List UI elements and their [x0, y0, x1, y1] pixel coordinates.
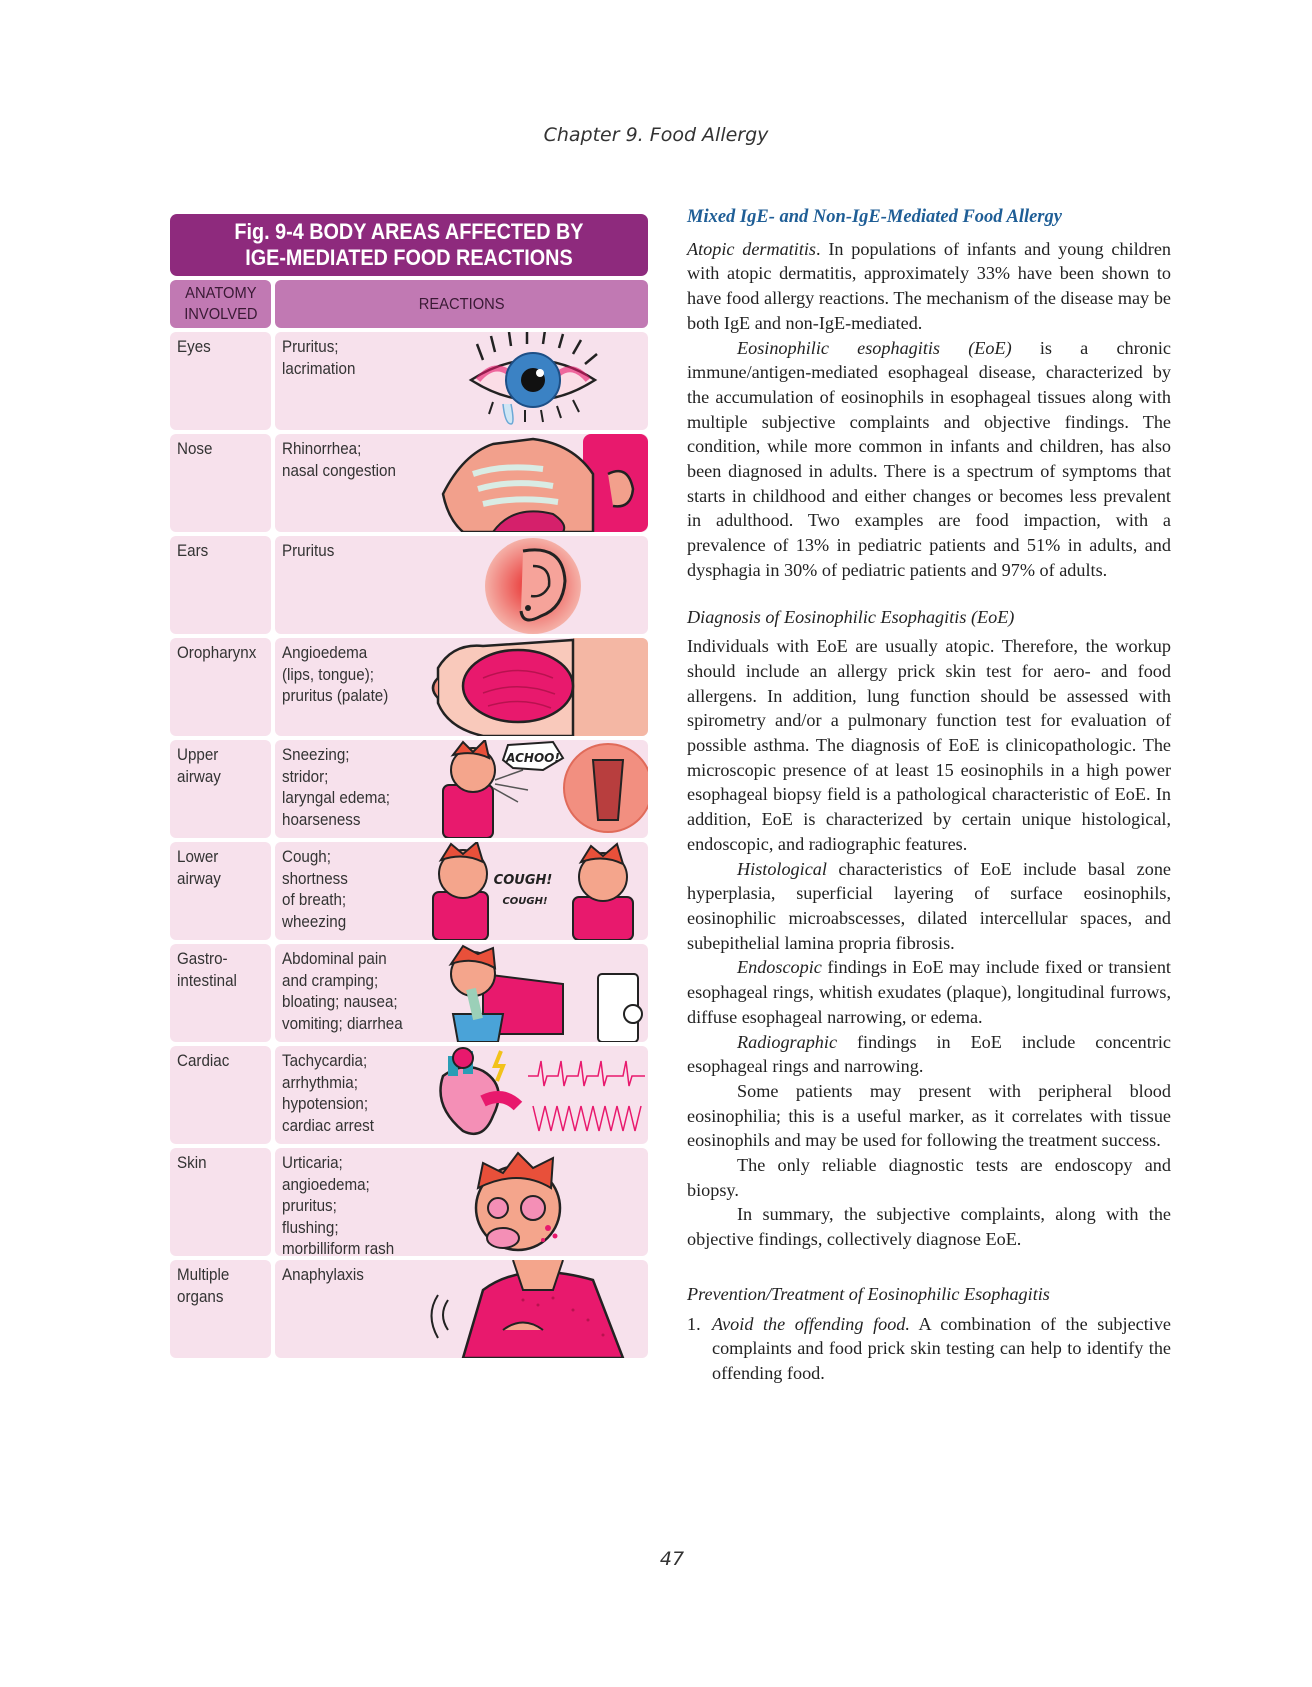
figure-title: [170, 214, 648, 276]
reactions-text: Urticaria; angioedema; pruritus; flushing; morbilliform rash: [282, 1154, 395, 1256]
anatomy-label: Oropharynx: [177, 644, 257, 662]
reactions-cell: [275, 1148, 648, 1256]
reactions-cell: [275, 842, 648, 940]
column-header-reactions: [275, 280, 648, 328]
paragraph-text: . In populations of infants and young children with atopic dermatitis, approximately 33% have been shown to have food allergy reactions. The mechanism of the disease may be both IgE and non-IgE-mediated.: [687, 238, 1171, 333]
page-number: 47: [659, 1548, 685, 1570]
anatomy-label: Gastro- intestinal: [177, 950, 237, 990]
anatomy-cell: [170, 1148, 271, 1256]
reactions-text: Pruritus; lacrimation: [282, 338, 356, 378]
paragraph-eosinophilia: Some patients may present with peripheral blood eosinophilia; this is a useful marker, as it correlates with tissue eosinophils and may be used for following the treatment success.: [687, 1080, 1171, 1151]
anatomy-label: Eyes: [177, 338, 211, 356]
reactions-cell: [275, 1046, 648, 1144]
anatomy-label: Lower airway: [177, 848, 221, 888]
anatomy-cell: [170, 740, 271, 838]
paragraph-radiographic: [687, 1030, 1171, 1079]
paragraph-text: characteristics of EoE include basal zone hyperplasia, superficial layering of surface eosinophils, eosinophilic microabscesses, dilated intercellular spaces, and subepithelial lamina propria fibrosis.: [687, 858, 1171, 953]
reactions-cell: [275, 740, 648, 838]
list-body: [712, 1312, 1171, 1386]
prevention-heading: Prevention/Treatment of Eosinophilic Esophagitis: [687, 1283, 1050, 1304]
column-header-anatomy-label: ANATOMY INVOLVED: [183, 285, 258, 323]
anatomy-label: Ears: [177, 542, 209, 560]
paragraph-diagnosis: Individuals with EoE are usually atopic. Therefore, the workup should include an allergy prick skin test for aero- and food allergens. In addition, lung function should be assessed with spirometry and/or a pulmonary function test for evaluation of possible asthma. The diagnosis of EoE is clinicopathologic. The microscopic presence of at least 15 eosinophils in a high power esophageal biopsy field is a pathological characteristic of EoE. In addition, EoE is characterized by certain unique histological, endoscopic, and radiographic features.: [687, 636, 1171, 854]
anatomy-cell: [170, 944, 271, 1042]
term-endoscopic: Endoscopic: [737, 957, 822, 978]
figure-title-line1: Fig. 9-4 BODY AREAS AFFECTED BY: [234, 219, 584, 244]
figure-table: [170, 280, 648, 1358]
reactions-cell: [275, 332, 648, 430]
achoo-caption: ACHOO!: [506, 751, 560, 765]
paragraph-text: findings in EoE include concentric esophageal rings and narrowing.: [687, 1031, 1171, 1077]
anatomy-cell: [170, 1260, 271, 1358]
reactions-text: Sneezing; stridor; laryngal edema; hoarseness: [282, 746, 391, 829]
list-item: [687, 1312, 1171, 1386]
article-column: [687, 205, 1171, 1386]
diagnosis-heading: Diagnosis of Eosinophilic Esophagitis (EoE): [687, 606, 1015, 627]
figure-9-4: [170, 214, 648, 1358]
anatomy-label: Skin: [177, 1154, 207, 1172]
list-text: A combination of the subjective complaints and food prick skin testing can help to identify the offending food.: [712, 1313, 1171, 1383]
term-atopic-dermatitis: Atopic dermatitis: [687, 238, 817, 259]
paragraph-histological: [687, 857, 1171, 956]
figure-title-line2: IGE-MEDIATED FOOD REACTIONS: [245, 245, 573, 270]
reactions-text: Angioedema (lips, tongue); pruritus (palate): [282, 644, 389, 705]
reactions-text: Abdominal pain and cramping; bloating; nausea; vomiting; diarrhea: [282, 950, 403, 1033]
reactions-text: Cough; shortness of breath; wheezing: [282, 848, 348, 931]
anatomy-cell: [170, 536, 271, 634]
term-radiographic: Radiographic: [737, 1031, 838, 1052]
anatomy-cell: [170, 1046, 271, 1144]
paragraph-text: findings in EoE may include fixed or transient esophageal rings, whitish exudates (plaque), longitudinal furrows, diffuse esophageal narrowing, or edema.: [687, 957, 1171, 1027]
paragraph-endoscopic: [687, 955, 1171, 1029]
anatomy-cell: [170, 434, 271, 532]
paragraph-summary: In summary, the subjective complaints, along with the objective findings, collectively diagnose EoE.: [687, 1204, 1171, 1250]
term-histological: Histological: [737, 858, 827, 879]
paragraph-eoe: [687, 336, 1171, 583]
anatomy-cell: [170, 842, 271, 940]
reactions-text: Anaphylaxis: [282, 1266, 364, 1284]
reactions-cell: [275, 944, 648, 1042]
term-eoe: Eosinophilic esophagitis (EoE): [737, 337, 1012, 358]
reactions-text: Pruritus: [282, 542, 335, 560]
column-header-reactions-label: REACTIONS: [418, 295, 505, 313]
reactions-cell: [275, 434, 648, 532]
paragraph-text: is a chronic immune/antigen-mediated esophageal disease, characterized by the accumulation of eosinophils in esophageal tissues along with multiple subjective complaints and objective findings. The condition, while more common in infants and children, has also been diagnosed in adults. There is a spectrum of symptoms that starts in childhood and either changes or becomes less prevalent in adulthood. Two examples are food impaction, with a prevalence of 13% in pediatric patients and 51% in adults, and dysphagia in 30% of pediatric patients and 97% of adults.: [687, 337, 1171, 580]
running-head: Chapter 9. Food Allergy: [543, 124, 769, 146]
section-heading: Mixed IgE- and Non-IgE-Mediated Food Allergy: [687, 207, 1062, 227]
paragraph-diagnostic-tests: The only reliable diagnostic tests are endoscopy and biopsy.: [687, 1155, 1171, 1200]
paragraph-atopic-dermatitis: [687, 237, 1171, 336]
cough-caption-1: COUGH!: [493, 873, 553, 888]
anatomy-cell: [170, 638, 271, 736]
reactions-text: Rhinorrhea; nasal congestion: [282, 440, 396, 480]
anatomy-label: Upper airway: [177, 746, 221, 786]
anatomy-label: Multiple organs: [177, 1266, 230, 1306]
reactions-text: Tachycardia; arrhythmia; hypotension; cardiac arrest: [282, 1052, 374, 1135]
anatomy-label: Nose: [177, 440, 213, 458]
column-header-anatomy: [170, 280, 271, 328]
reactions-cell: [275, 1260, 648, 1358]
list-term: Avoid the offending food.: [712, 1313, 910, 1334]
reactions-cell: [275, 638, 648, 736]
list-number: 1.: [687, 1313, 701, 1334]
anatomy-cell: [170, 332, 271, 430]
cough-caption-2: COUGH!: [502, 896, 548, 907]
reactions-cell: [275, 536, 648, 634]
anatomy-label: Cardiac: [177, 1052, 230, 1070]
